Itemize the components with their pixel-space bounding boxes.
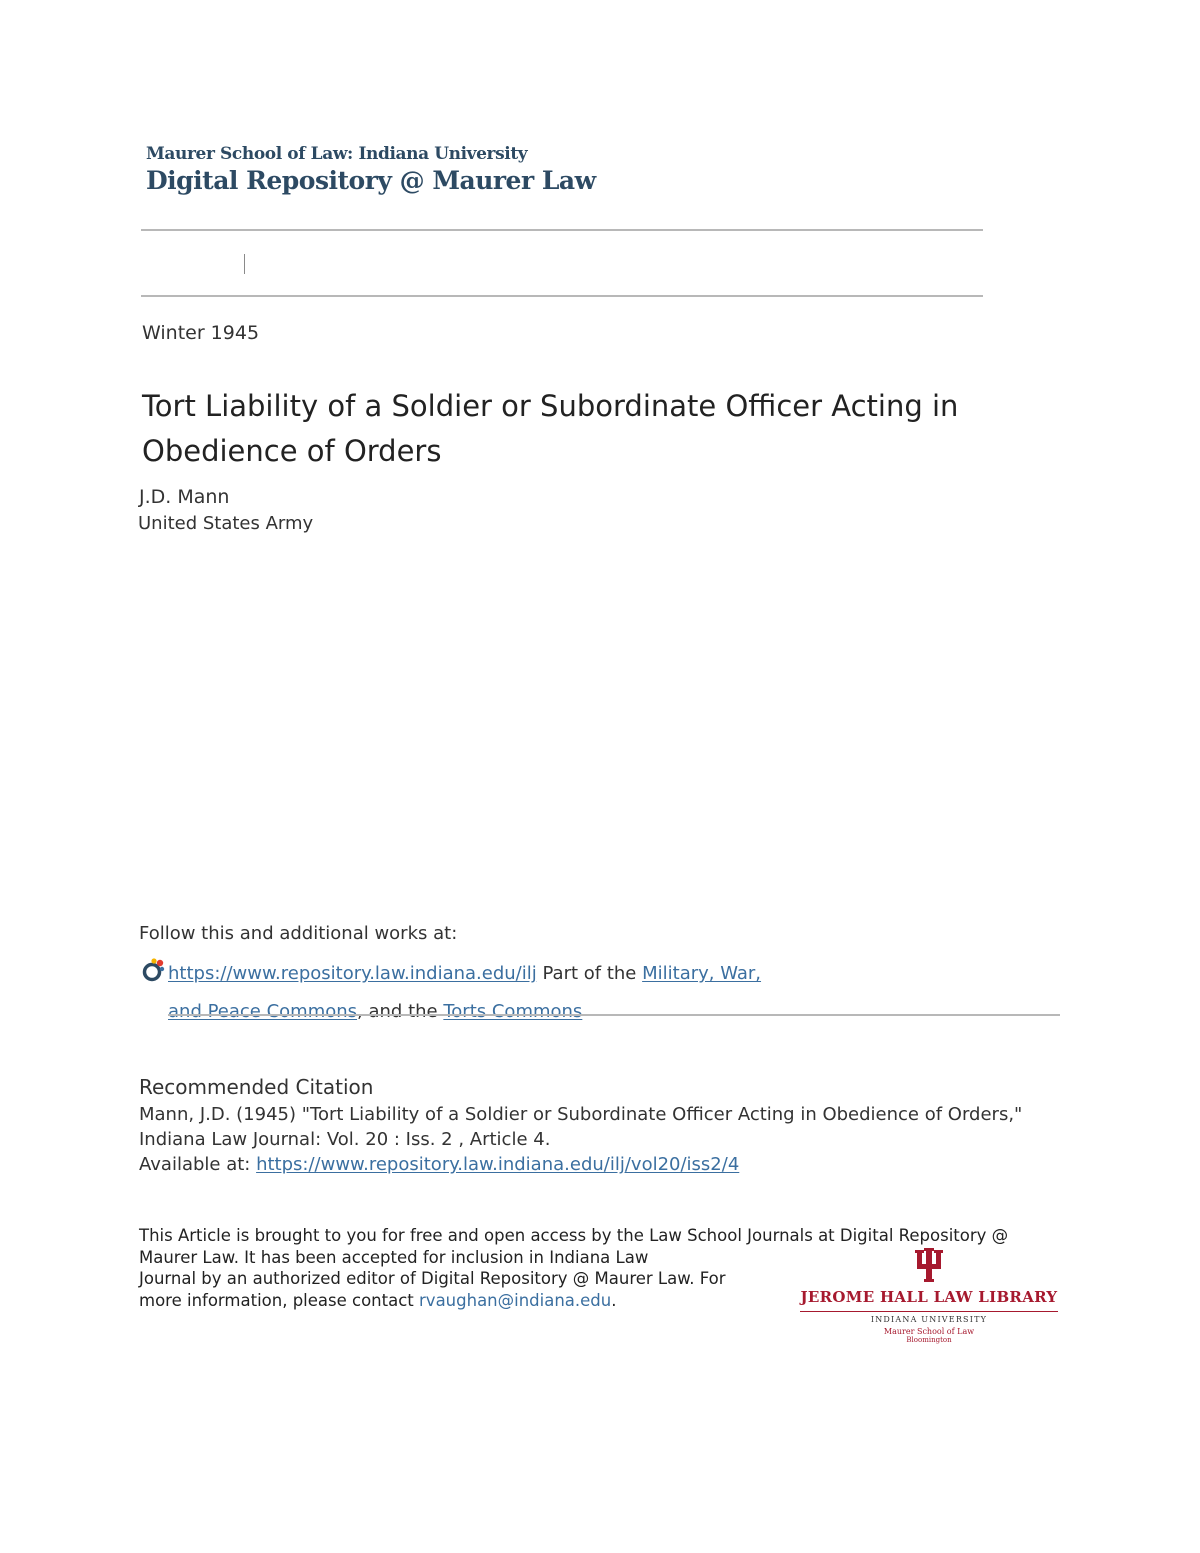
issue-season: Winter 1945 xyxy=(142,322,260,344)
access-line-2: Maurer Law. It has been accepted for inclusion in Indiana Law xyxy=(139,1247,649,1267)
repository-logo[interactable] xyxy=(146,144,596,195)
repository-link[interactable]: https://www.repository.law.indiana.edu/ilj xyxy=(168,963,537,984)
repository-name: Digital Repository @ Maurer Law xyxy=(146,166,596,195)
follow-divider xyxy=(168,1014,1060,1016)
iu-trident-icon xyxy=(915,1248,943,1282)
citation-heading: Recommended Citation xyxy=(139,1075,374,1099)
article-author: J.D. Mann xyxy=(139,486,230,508)
part-of-text: Part of the xyxy=(542,963,637,984)
article-title: Tort Liability of a Soldier or Subordinate Officer Acting in Obedience of Orders xyxy=(142,389,959,468)
citation-availability xyxy=(139,1152,1039,1177)
author-affiliation: United States Army xyxy=(138,513,314,534)
access-line-1: This Article is brought to you for free and open access by the Law School Journals at Digital Repository @ xyxy=(139,1226,1009,1245)
top-divider xyxy=(141,229,983,231)
contact-prefix: more information, please contact xyxy=(139,1290,414,1310)
and-the-text: , and the xyxy=(357,1001,438,1022)
library-name: JEROME HALL LAW LIBRARY xyxy=(800,1288,1058,1306)
second-divider xyxy=(141,295,983,297)
library-place: Bloomington xyxy=(906,1336,952,1344)
library-divider xyxy=(800,1311,1058,1312)
open-access-icon xyxy=(141,957,167,983)
available-label: Available at: xyxy=(139,1154,251,1175)
military-war-peace-commons-link-cont[interactable]: and Peace Commons xyxy=(168,1001,358,1022)
library-school: Maurer School of Law xyxy=(883,1327,975,1336)
citation-text: Mann, J.D. (1945) "Tort Liability of a Soldier or Subordinate Officer Acting in Obedience of Orders," Indiana Law Journal: Vol. 20 : Iss. 2 , Article 4. xyxy=(139,1104,1023,1150)
military-war-peace-commons-link[interactable]: Military, War, xyxy=(642,963,762,984)
follow-links-line2 xyxy=(168,1001,582,1022)
access-line-3: Journal by an authorized editor of Digital Repository @ Maurer Law. For xyxy=(139,1269,726,1288)
citation-body xyxy=(139,1102,1039,1177)
institution-name: Maurer School of Law: Indiana University xyxy=(146,144,528,164)
library-university: INDIANA UNIVERSITY xyxy=(870,1315,988,1324)
follow-links-line1 xyxy=(168,963,761,984)
library-logo xyxy=(798,1248,1060,1344)
article-link[interactable]: https://www.repository.law.indiana.edu/ilj/vol20/iss2/4 xyxy=(256,1154,740,1175)
contact-suffix: . xyxy=(611,1290,617,1310)
torts-commons-link[interactable]: Torts Commons xyxy=(443,1001,583,1022)
contact-email-link[interactable]: rvaughan@indiana.edu xyxy=(419,1290,612,1310)
text-cursor-mark xyxy=(244,254,245,274)
follow-heading: Follow this and additional works at: xyxy=(139,923,458,944)
